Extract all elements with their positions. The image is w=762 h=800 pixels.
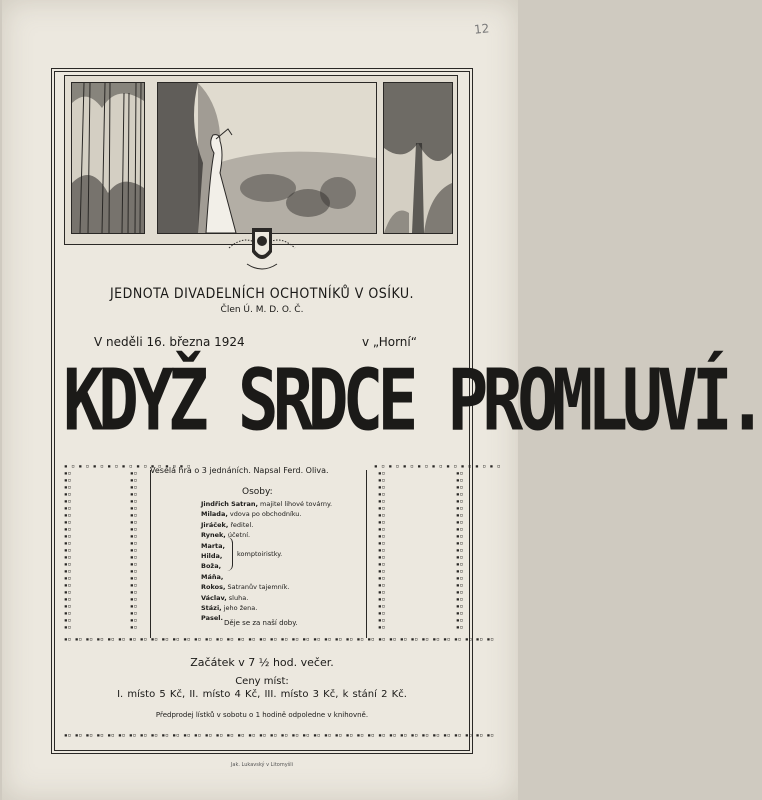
cast-item: Hilda, — [201, 552, 223, 561]
cast-item: Boža, — [201, 562, 222, 571]
column-divider — [366, 470, 367, 638]
ornament-column: ▪▫▪▫▪▫▪▫▪▫▪▫▪▫▪▫▪▫▪▫▪▫▪▫▪▫▪▫▪▫▪▫▪▫▪▫▪▫▪▫▪▫▪▫▪▫ — [456, 470, 464, 631]
ornament-row: ▪▫ ▪▫ ▪▫ ▪▫ ▪▫ ▪▫ ▪▫ ▪▫ ▪▫ ▪▫ ▪▫ ▪▫ ▪▫ ▪▫ ▪▫ ▪▫ ▪▫ ▪▫ ▪▫ ▪▫ ▪▫ ▪▫ ▪▫ ▪▫ ▪▫ ▪▫ ▪▫ ▪▫ ▪▫ ▪▫ ▪▫ ▪▫ ▪▫ ▪▫ ▪▫ ▪▫ ▪▫ ▪▫ ▪▫ ▪▫ — [64, 732, 494, 739]
presale-note: Předprodej lístků v sobotu o 1 hodině odpoledne v knihovně. — [155, 711, 369, 719]
printer-credit: Jak. Lukavský v Litomyšli — [230, 762, 294, 768]
ornament-column: ▪▫▪▫▪▫▪▫▪▫▪▫▪▫▪▫▪▫▪▫▪▫▪▫▪▫▪▫▪▫▪▫▪▫▪▫▪▫▪▫▪▫▪▫▪▫ — [130, 470, 138, 631]
ornament-column: ▪▫▪▫▪▫▪▫▪▫▪▫▪▫▪▫▪▫▪▫▪▫▪▫▪▫▪▫▪▫▪▫▪▫▪▫▪▫▪▫▪▫▪▫▪▫ — [378, 470, 386, 631]
ornament-row: ▪▫ ▪▫ ▪▫ ▪▫ ▪▫ ▪▫ ▪▫ ▪▫ ▪▫ ▪▫ ▪▫ ▪▫ ▪▫ ▪▫ ▪▫ ▪▫ ▪▫ ▪▫ ▪▫ ▪▫ ▪▫ ▪▫ ▪▫ ▪▫ ▪▫ ▪▫ ▪▫ ▪▫ ▪▫ ▪▫ ▪▫ ▪▫ ▪▫ ▪▫ ▪▫ ▪▫ ▪▫ ▪▫ ▪▫ ▪▫ — [64, 636, 494, 643]
column-divider — [150, 470, 151, 638]
membership-line: Člen Ú. M. D. O. Č. — [220, 305, 304, 315]
ornament-row: ▪ ▫ ▪ ▫ ▪ ▫ ▪ ▫ ▪ ▫ ▪ ▫ ▪ ▫ ▪ ▫ ▪ ▫ — [64, 463, 191, 470]
cast-list — [201, 499, 332, 624]
cast-item: Milada, vdova po obchodníku. — [201, 510, 302, 519]
prices-line: I. místo 5 Kč, II. místo 4 Kč, III. místo 3 Kč, k stání 2 Kč. — [117, 689, 407, 700]
cast-item: Marta, — [201, 541, 226, 550]
cast-item: Jiráček, ředitel. — [201, 520, 254, 529]
cast-item: Rynek, účetní. — [201, 531, 251, 540]
cast-heading: Osoby: — [242, 487, 273, 497]
cast-item: Rokos, Satranův tajemník. — [201, 583, 290, 592]
prices-heading: Ceny míst: — [235, 676, 289, 687]
ornament-column: ▪▫▪▫▪▫▪▫▪▫▪▫▪▫▪▫▪▫▪▫▪▫▪▫▪▫▪▫▪▫▪▫▪▫▪▫▪▫▪▫▪▫▪▫▪▫ — [64, 470, 72, 631]
cast-item: Stázi, jeho žena. — [201, 604, 258, 613]
cast-item: Václav, sluha. — [201, 593, 249, 602]
cast-brace — [226, 537, 233, 571]
society-name: JEDNOTA DIVADELNÍCH OCHOTNÍKŮ V OSÍKU. — [109, 286, 415, 302]
poster-sheet — [2, 0, 762, 800]
play-subtitle: Veselá hra o 3 jednáních. Napsal Ferd. Oliva. — [150, 466, 329, 475]
ornament-row: ▪ ▫ ▪ ▫ ▪ ▫ ▪ ▫ ▪ ▫ ▪ ▫ ▪ ▫ ▪ ▫ ▪ ▫ — [374, 463, 501, 470]
scene-note: Děje se za naší doby. — [224, 619, 298, 627]
theatre-crest-icon — [227, 222, 297, 274]
pencil-mark: 12 — [473, 21, 490, 37]
cast-item: Pasel. — [201, 614, 223, 623]
performance-date: V neděli 16. března 1924 — [94, 335, 245, 349]
landscape-lady-image — [157, 82, 377, 234]
cast-item: Máňa, — [201, 572, 224, 581]
play-title: KDYŽ SRDCE PROMLUVÍ. — [63, 352, 762, 451]
birch-forest-image — [71, 82, 145, 234]
illustration-banner — [64, 75, 458, 245]
group-label: komptoiristky. — [237, 550, 283, 558]
venue: v „Horní“ — [362, 335, 417, 349]
tree-garden-image — [383, 82, 453, 234]
start-time: Začátek v 7 ½ hod. večer. — [190, 656, 334, 669]
cast-item: Jindřich Satran, majitel lihové továrny. — [201, 500, 333, 508]
